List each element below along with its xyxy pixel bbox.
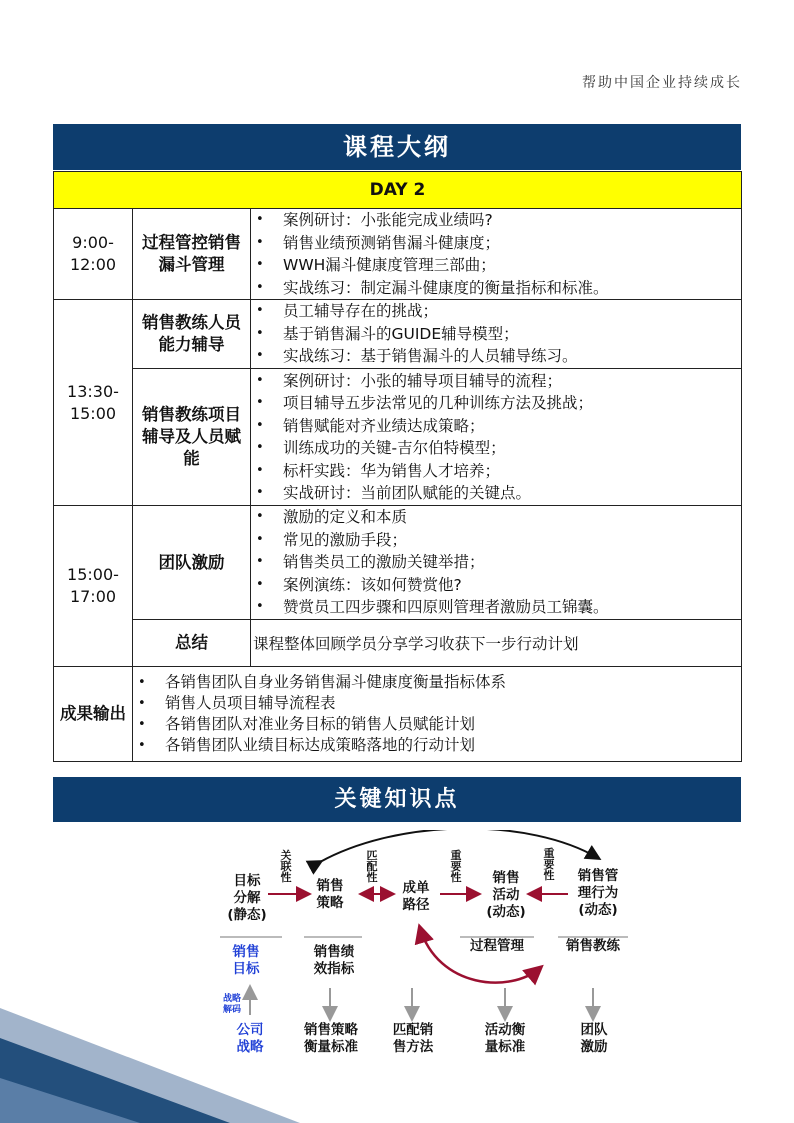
outline-title: 课程大纲	[53, 124, 741, 170]
list-item: • 销售人员项目辅导流程表	[135, 693, 739, 714]
bottom-measure: 销售策略 衡量标准	[304, 1022, 358, 1055]
list-item: • WWH漏斗健康度管理三部曲；	[253, 254, 739, 277]
bottom-activity-standard: 活动衡 量标准	[484, 1022, 526, 1055]
corner-decoration	[0, 1008, 300, 1123]
list-item: • 实战练习：制定漏斗健康度的衡量指标和标准。	[253, 277, 739, 300]
node-strategy: 销售 策略	[316, 878, 344, 911]
topic: 销售教练项目辅导及人员赋能	[133, 369, 251, 506]
bottom-team: 团队 激励	[580, 1022, 608, 1055]
time-slot: 9:00- 12:00	[54, 209, 133, 300]
list-item: • 常见的激励手段；	[253, 529, 739, 552]
list-item: • 训练成功的关键-吉尔伯特模型；	[253, 437, 739, 460]
list-item: • 案例研讨：小张能完成业绩吗?	[253, 209, 739, 232]
summary-text: 课程整体回顾学员分享学习收获下一步行动计划	[251, 620, 742, 667]
list-item: • 项目辅导五步法常见的几种训练方法及挑战；	[253, 392, 739, 415]
decode-label: 战略 解码	[222, 994, 241, 1015]
mid-process: 过程管理	[470, 938, 524, 954]
list-item: • 各销售团队自身业务销售漏斗健康度衡量指标体系	[135, 672, 739, 693]
bottom-corp: 公司 战略	[236, 1022, 264, 1055]
bullet-list	[253, 370, 739, 505]
syllabus-table	[53, 171, 742, 762]
list-item: • 销售赋能对齐业绩达成策略；	[253, 415, 739, 438]
node-activity: 销售 活动 (动态)	[486, 870, 526, 920]
tagline: 帮助中国企业持续成长	[582, 75, 742, 91]
list-item: • 案例演练：该如何赞赏他?	[253, 574, 739, 597]
mid-performance: 销售绩 效指标	[313, 944, 355, 977]
bullet-list	[253, 300, 739, 368]
node-goal: 目标 分解 (静态)	[227, 873, 267, 923]
list-item: • 销售类员工的激励关键举措；	[253, 551, 739, 574]
list-item: • 实战练习：基于销售漏斗的人员辅导练习。	[253, 345, 739, 368]
bottom-method: 匹配销 售方法	[392, 1022, 434, 1055]
list-item: • 标杆实践：华为销售人才培养；	[253, 460, 739, 483]
list-item: • 各销售团队对准业务目标的销售人员赋能计划	[135, 714, 739, 735]
day-label: DAY 2	[54, 172, 742, 209]
time-slot: 15:00- 17:00	[54, 506, 133, 667]
mid-target: 销售 目标	[232, 944, 260, 977]
list-item: • 基于销售漏斗的GUIDE辅导模型；	[253, 323, 739, 346]
time-slot: 13:30- 15:00	[54, 300, 133, 506]
bullet-list	[253, 506, 739, 619]
list-item: • 各销售团队业绩目标达成策略落地的行动计划	[135, 735, 739, 756]
knowledge-title: 关键知识点	[53, 777, 741, 822]
list-item: • 销售业绩预测销售漏斗健康度；	[253, 232, 739, 255]
bullet-list	[253, 209, 739, 299]
link-label: 匹 配 性	[366, 849, 378, 884]
link-label: 重 要 性	[450, 849, 462, 884]
mid-coach: 销售教练	[566, 938, 620, 954]
link-label: 重 要 性	[543, 847, 555, 882]
node-behavior: 销售管 理行为 (动态)	[577, 868, 619, 918]
list-item: • 实战研讨：当前团队赋能的关键点。	[253, 482, 739, 505]
link-label: 关 联 性	[280, 849, 292, 884]
bullet-list	[135, 672, 739, 756]
list-item: • 激励的定义和本质	[253, 506, 739, 529]
topic: 销售教练人员能力辅导	[133, 300, 251, 369]
list-item: • 案例研讨：小张的辅导项目辅导的流程；	[253, 370, 739, 393]
output-label: 成果输出	[54, 667, 133, 762]
list-item: • 员工辅导存在的挑战；	[253, 300, 739, 323]
list-item: • 赞赏员工四步骤和四原则管理者激励员工锦囊。	[253, 596, 739, 619]
topic: 总结	[133, 620, 251, 667]
node-path: 成单 路径	[402, 880, 430, 913]
topic: 过程管控销售漏斗管理	[133, 209, 251, 300]
topic: 团队激励	[133, 506, 251, 620]
